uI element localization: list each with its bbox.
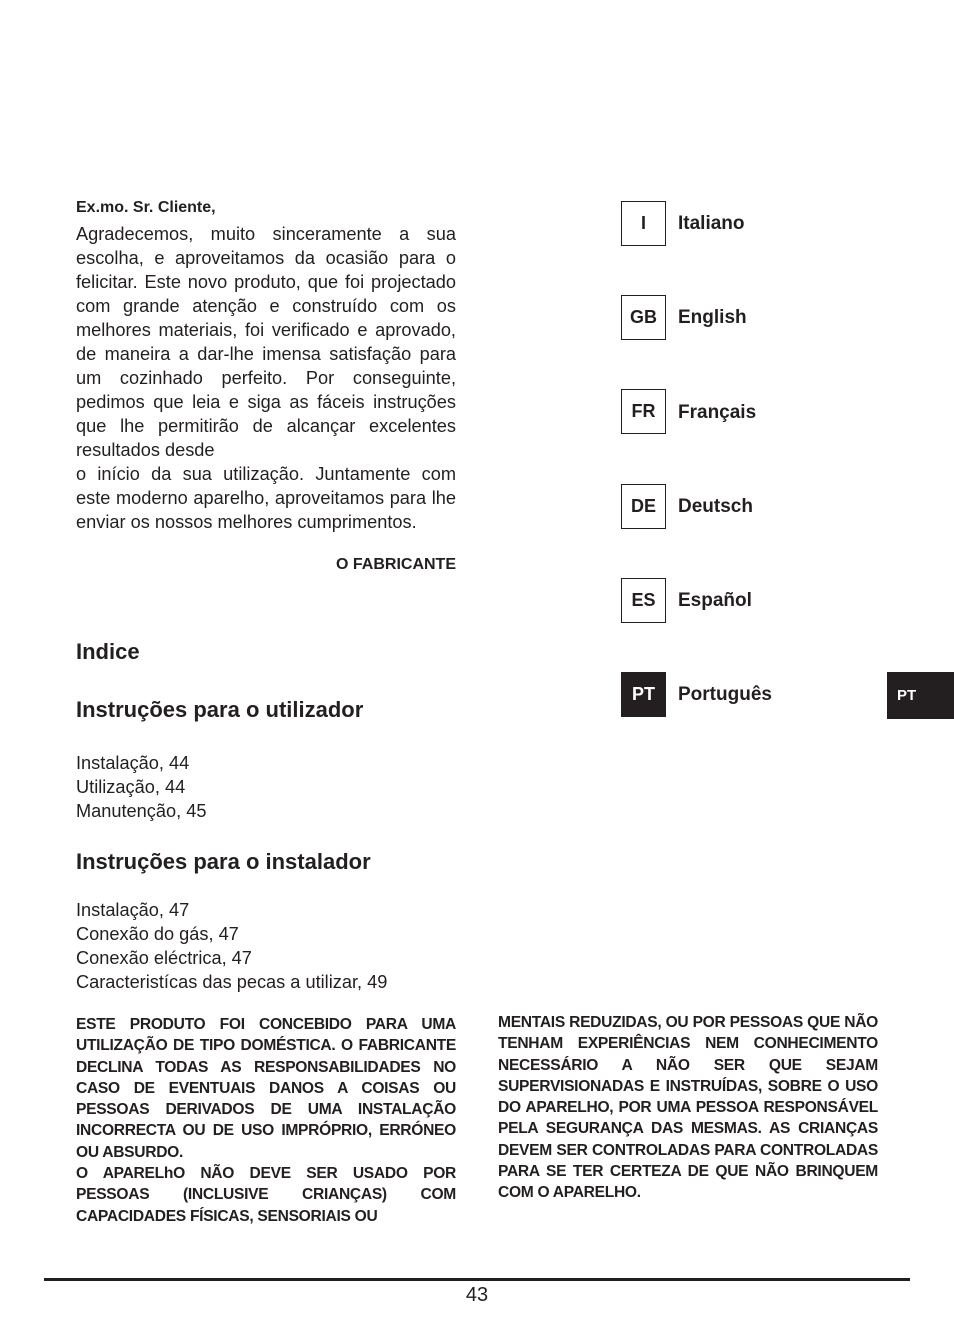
language-code-italian[interactable]: I [621, 201, 666, 246]
language-code-french[interactable]: FR [621, 389, 666, 434]
toc-item[interactable]: Instalação, 44 [76, 753, 190, 773]
toc-item[interactable]: Caracteristícas das pecas a utilizar, 49 [76, 972, 388, 992]
warning-paragraph: MENTAIS REDUZIDAS, OU POR PESSOAS QUE NÃO TENHAM EXPERIÊNCIAS NEM CONHECIMENTO NECESSÁRIO A NÃO SER QUE SEJAM SUPERVISIONADAS E INSTRUÍDAS, SOBRE O USO DO APARELHO, POR UMA PESSOA RESPONSÁVEL PELA SEGURANÇA DAS MESMAS. AS CRIANÇAS DEVEM SER CONTROLADAS PARA CONTROLADAS PARA SE TER CERTEZA DE QUE NÃO BRINQUEM COM O APARELHO. [498, 1014, 878, 1202]
letter-body [76, 222, 456, 534]
toc-item[interactable]: Instalação, 47 [76, 900, 190, 920]
letter-signature: O FABRICANTE [336, 556, 456, 573]
language-code-portuguese[interactable]: PT [621, 672, 666, 717]
language-name-spanish[interactable]: Español [678, 590, 752, 611]
section-tab-pt[interactable]: PT [887, 672, 954, 719]
footer-divider [44, 1278, 910, 1281]
installer-toc [76, 898, 387, 994]
letter-greeting: Ex.mo. Sr. Cliente, [76, 199, 216, 216]
toc-item[interactable]: Conexão do gás, 47 [76, 924, 239, 944]
safety-warning-left [76, 1014, 456, 1227]
page-number: 43 [465, 1284, 489, 1306]
safety-warning-right [498, 1012, 878, 1204]
letter-paragraph: o início da sua utilização. Juntamente com este moderno aparelho, aproveitamos para lhe enviar os nossos melhores cumprimentos. [76, 464, 456, 532]
installer-instructions-heading: Instruções para o instalador [76, 849, 371, 874]
warning-paragraph: O APARELhO NÃO DEVE SER USADO POR PESSOAS (INCLUSIVE CRIANÇAS) COM CAPACIDADES FÍSICAS, SENSORIAIS OU [76, 1165, 456, 1225]
index-title: Indice [76, 639, 140, 664]
language-name-italian[interactable]: Italiano [678, 213, 745, 234]
language-name-portuguese[interactable]: Português [678, 684, 772, 705]
language-code-german[interactable]: DE [621, 484, 666, 529]
toc-item[interactable]: Utilização, 44 [76, 777, 186, 797]
language-name-english[interactable]: English [678, 307, 747, 328]
toc-item[interactable]: Conexão eléctrica, 47 [76, 948, 252, 968]
user-instructions-heading: Instruções para o utilizador [76, 697, 364, 722]
language-code-english[interactable]: GB [621, 295, 666, 340]
language-code-spanish[interactable]: ES [621, 578, 666, 623]
language-name-french[interactable]: Français [678, 402, 757, 423]
language-name-german[interactable]: Deutsch [678, 496, 753, 517]
warning-paragraph: ESTE PRODUTO FOI CONCEBIDO PARA UMA UTILIZAÇÃO DE TIPO DOMÉSTICA. O FABRICANTE DECLINA TODAS AS RESPONSABILIDADES NO CASO DE EVENTUAIS DANOS A COISAS OU PESSOAS DERIVADOS DE UMA INSTALAÇÃO INCORRECTA OU DE USO IMPRÓPRIO, ERRÓNEO OU ABSURDO. [76, 1016, 456, 1161]
toc-item[interactable]: Manutenção, 45 [76, 801, 207, 821]
user-toc [76, 751, 206, 823]
letter-paragraph: Agradecemos, muito sinceramente a sua escolha, e aproveitamos da ocasião para o felicitar. Este novo produto, que foi projectado com grande atenção e construído com os melhores materiais, foi verificado e aprovado, de maneira a dar-lhe imensa satisfação para um cozinhado perfeito. Por conseguinte, pedimos que leia e siga as fáceis instruções que lhe permitirão de alcançar excelentes resultados desde [76, 224, 456, 460]
